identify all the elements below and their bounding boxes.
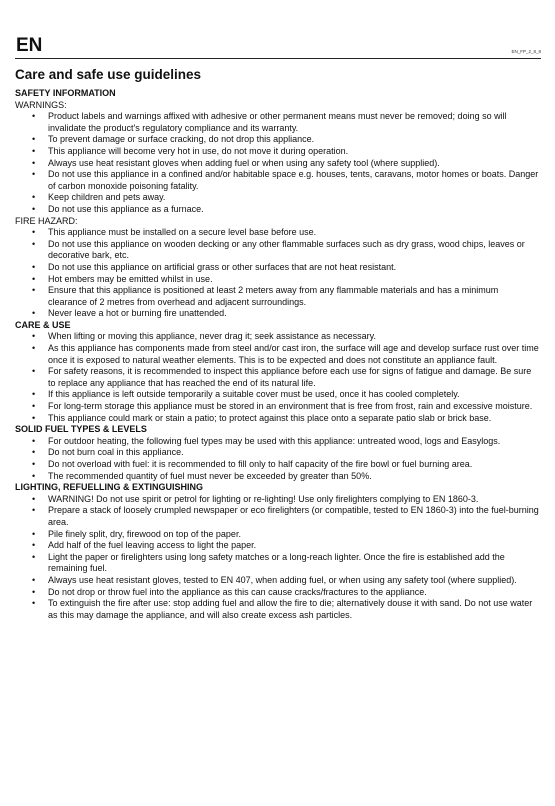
list-item bbox=[15, 134, 539, 146]
list-item-text: Do not use this appliance in a confined and/or habitable space e.g. houses, tents, caravans, motor homes or boats. Danger of carbon monoxide poisoning fatality. bbox=[48, 169, 539, 191]
list-item-text: Do not use this appliance on artificial grass or other surfaces that are not heat resistant. bbox=[48, 261, 397, 272]
list-item bbox=[15, 192, 539, 204]
list-item-text: Ensure that this appliance is positioned at least 2 meters away from any flammable materials and has a minimum clearance of 2 metres from overhead and adjacent surroundings. bbox=[48, 285, 499, 307]
bullet-icon: • bbox=[32, 366, 36, 377]
bullet-list bbox=[15, 494, 539, 622]
list-item bbox=[15, 529, 539, 541]
list-item bbox=[15, 169, 539, 192]
list-item-text: Hot embers may be emitted whilst in use. bbox=[48, 273, 213, 284]
list-item bbox=[15, 285, 539, 308]
list-item bbox=[15, 401, 539, 413]
bullet-icon: • bbox=[32, 145, 36, 156]
list-item bbox=[15, 274, 539, 286]
page-title: Care and safe use guidelines bbox=[15, 67, 202, 82]
list-item bbox=[15, 366, 539, 389]
list-item-text: If this appliance is left outside temporarily a suitable cover must be used, once it has cooled completely. bbox=[48, 389, 460, 400]
list-item bbox=[15, 575, 539, 587]
bullet-icon: • bbox=[32, 134, 36, 145]
list-item bbox=[15, 436, 539, 448]
bullet-icon: • bbox=[32, 493, 36, 504]
bullet-icon: • bbox=[32, 540, 36, 551]
list-item-text: WARNING! Do not use spirit or petrol for lighting or re-lighting! Use only firelighters complying to EN 1860-3. bbox=[48, 493, 479, 504]
bullet-icon: • bbox=[32, 598, 36, 609]
list-item-text: Do not use this appliance as a furnace. bbox=[48, 203, 204, 214]
list-item bbox=[15, 262, 539, 274]
document-code: EN_FP_2_8_8 bbox=[511, 49, 541, 54]
bullet-icon: • bbox=[32, 203, 36, 214]
bullet-icon: • bbox=[32, 389, 36, 400]
bullet-icon: • bbox=[32, 157, 36, 168]
list-item bbox=[15, 459, 539, 471]
bullet-icon: • bbox=[32, 459, 36, 469]
bullet-list bbox=[15, 436, 539, 482]
list-item bbox=[15, 587, 539, 599]
bullet-icon: • bbox=[32, 308, 36, 319]
list-item bbox=[15, 505, 539, 528]
list-item bbox=[15, 343, 539, 366]
bullet-list bbox=[15, 227, 539, 320]
bullet-icon: • bbox=[32, 238, 36, 249]
list-item-text: To prevent damage or surface cracking, do not drop this appliance. bbox=[48, 134, 315, 145]
bullet-icon: • bbox=[32, 227, 36, 238]
list-item-text: Do not drop or throw fuel into the appliance as this can cause cracks/fractures to the appliance. bbox=[48, 586, 427, 597]
list-item-text: Product labels and warnings affixed with adhesive or other permanent means must never be removed; doing so will invalidate the product's regulatory compliance and its warranty. bbox=[48, 111, 507, 133]
list-item bbox=[15, 552, 539, 575]
list-item bbox=[15, 447, 539, 459]
bullet-icon: • bbox=[32, 111, 36, 122]
list-item-text: Never leave a hot or burning fire unattended. bbox=[48, 308, 227, 319]
list-item-text: Keep children and pets away. bbox=[48, 192, 166, 203]
bullet-icon: • bbox=[32, 331, 36, 342]
list-item bbox=[15, 471, 539, 483]
list-item-text: The recommended quantity of fuel must never be exceeded by greater than 50%. bbox=[48, 470, 372, 481]
bullet-icon: • bbox=[32, 412, 36, 423]
list-item-text: To extinguish the fire after use: stop adding fuel and allow the fire to die; alternatively douse it with sand. Do not use water as this may damage the appliance, and will also create excess ash particles. bbox=[48, 598, 533, 620]
bullet-icon: • bbox=[32, 343, 36, 354]
bullet-icon: • bbox=[32, 401, 36, 412]
list-item bbox=[15, 331, 539, 343]
bullet-icon: • bbox=[32, 505, 36, 516]
header-divider bbox=[15, 58, 541, 59]
bullet-icon: • bbox=[32, 470, 36, 481]
list-item-text: For safety reasons, it is recommended to inspect this appliance before each use for signs of fatigue and damage. Be sure to replace any appliance that has reached the end of its natural life. bbox=[48, 366, 532, 388]
group-label: WARNINGS: bbox=[15, 99, 67, 110]
list-item bbox=[15, 158, 539, 170]
list-item-text: This appliance must be installed on a secure level base before use. bbox=[48, 227, 317, 238]
list-item-text: Always use heat resistant gloves, tested to EN 407, when adding fuel, or when using any safety tool (where supplied). bbox=[48, 574, 517, 585]
bullet-icon: • bbox=[32, 273, 36, 284]
bullet-icon: • bbox=[32, 586, 36, 597]
list-item-text: Do not use this appliance on wooden decking or any other flammable surfaces such as dry grass, wood chips, leaves or decorative bark, etc. bbox=[48, 238, 525, 261]
list-item bbox=[15, 540, 539, 552]
list-item bbox=[15, 146, 539, 158]
list-item-text: Add half of the fuel leaving access to light the paper. bbox=[48, 540, 257, 551]
list-item-text: Do not burn coal in this appliance. bbox=[48, 447, 184, 458]
list-item-text: Light the paper or firelighters using long safety matches or a long-reach lighter. Once the fire is established add the remaining fuel. bbox=[48, 551, 505, 574]
sections-container bbox=[15, 88, 539, 621]
bullet-icon: • bbox=[32, 528, 36, 539]
list-item-text: Always use heat resistant gloves when adding fuel or when using any safety tool (where supplied). bbox=[48, 157, 440, 168]
list-item bbox=[15, 239, 539, 262]
list-item-text: Pile finely split, dry, firewood on top of the paper. bbox=[48, 528, 241, 539]
list-item-text: Do not overload with fuel: it is recommended to fill only to half capacity of the fire bowl or fuel burning area. bbox=[48, 459, 473, 469]
list-item-text: Prepare a stack of loosely crumpled newspaper or eco firelighters (or compatible, tested to EN 1860-3) into the fuel-burning area. bbox=[48, 505, 539, 527]
bullet-icon: • bbox=[32, 169, 36, 180]
section-heading: LIGHTING, REFUELLING & EXTINGUISHING bbox=[15, 482, 204, 493]
list-item-text: This appliance could mark or stain a patio; to protect against this place onto a separate patio slab or brick base. bbox=[48, 412, 492, 423]
bullet-icon: • bbox=[32, 261, 36, 272]
list-item bbox=[15, 413, 539, 425]
document-body bbox=[15, 66, 539, 621]
section-heading: SOLID FUEL TYPES & LEVELS bbox=[15, 424, 147, 435]
bullet-icon: • bbox=[32, 192, 36, 203]
bullet-icon: • bbox=[32, 435, 36, 446]
list-item bbox=[15, 111, 539, 134]
list-item bbox=[15, 308, 539, 320]
section-heading: SAFETY INFORMATION bbox=[15, 88, 116, 98]
bullet-icon: • bbox=[32, 551, 36, 562]
list-item-text: For long-term storage this appliance must be stored in an environment that is free from frost, rain and excessive moisture. bbox=[48, 401, 533, 412]
list-item-text: As this appliance has components made from steel and/or cast iron, the surface will age and develop surface rust over time once it is exposed to natural weather elements. This is to be expected and does not constitute an appliance fault. bbox=[48, 343, 539, 365]
bullet-icon: • bbox=[32, 574, 36, 585]
group-label: FIRE HAZARD: bbox=[15, 215, 78, 226]
bullet-list bbox=[15, 331, 539, 424]
list-item-text: This appliance will become very hot in use, do not move it during operation. bbox=[48, 145, 349, 156]
list-item-text: For outdoor heating, the following fuel types may be used with this appliance: untreated wood, logs and Easylogs. bbox=[48, 435, 501, 446]
list-item bbox=[15, 389, 539, 401]
bullet-icon: • bbox=[32, 285, 36, 296]
list-item bbox=[15, 494, 539, 506]
language-code: EN bbox=[16, 35, 43, 56]
list-item bbox=[15, 598, 539, 621]
list-item bbox=[15, 227, 539, 239]
bullet-icon: • bbox=[32, 447, 36, 458]
list-item bbox=[15, 204, 539, 216]
section-heading: CARE & USE bbox=[15, 319, 71, 330]
bullet-list bbox=[15, 111, 539, 215]
list-item-text: When lifting or moving this appliance, never drag it; seek assistance as necessary. bbox=[48, 331, 376, 342]
